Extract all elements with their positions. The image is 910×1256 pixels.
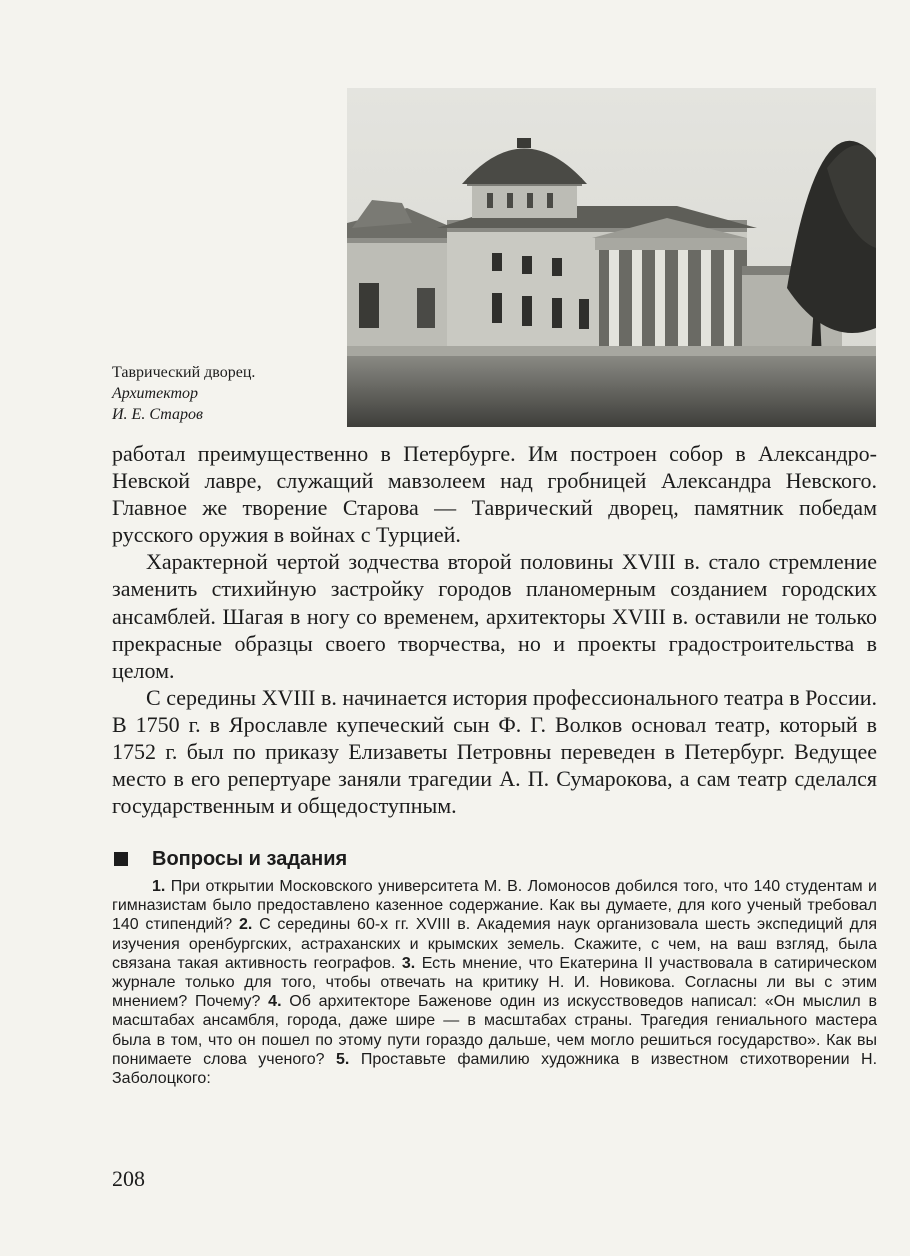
caption-name: И. Е. Старов [112, 406, 203, 423]
section-title: Вопросы и задания [152, 848, 348, 870]
square-bullet-icon [114, 852, 128, 866]
caption-role: Архитектор [112, 385, 199, 402]
paragraph: С середины XVIII в. начинается история профессионального театра в России. В 1750 г. в Ярославле купеческий сын Ф. Г. Волков основал театр, который в 1752 г. был по приказу Елизаветы Петровны переведен в Петербург. Ведущее место в его репертуаре заняли трагедии А. П. Сумарокова, а сам театр сделался государственным и общедоступным. [112, 684, 877, 819]
palace-photo-icon [347, 88, 876, 427]
paragraph: работал преимущественно в Петербурге. Им построен собор в Александро-Невской лавре, служащий мавзолеем над гробницей Александра Невского. Главное же творение Старова — Таврический дворец, памятник победам русского оружия в войнах с Турцией. [112, 441, 877, 548]
question-number: 5. [336, 1050, 350, 1068]
question-text: Об архитекторе Баженове один из искусствоведов написал: «Он мыслил в масштабах ансамбля, города, даже шире — в масштабах страны. Трагедия гениального мастера была в том, что он пошел по этому пути гораздо дальше, чем могло решиться государство». Как вы понимаете слова ученого? [112, 993, 877, 1068]
body-text [112, 440, 877, 819]
question-text: Проставьте фамилию художника в известном стихотворении Н. Заболоцкого: [112, 1050, 878, 1088]
question-number: 1. [152, 878, 166, 895]
paragraph: Характерной чертой зодчества второй половины XVIII в. стало стремление заменить стихийную застройку городов планомерным созданием городских ансамблей. Шагая в ногу со временем, архитекторы XVIII в. оставили не только прекрасные образцы своего творчества, но и проекты градостроительства в целом. [112, 549, 877, 683]
caption-title: Таврический дворец. [112, 364, 256, 381]
question-text: Есть мнение, что Екатерина II участвовала в сатирическом журнале только для того, чтобы отвечать на критику Н. И. Новикова. Согласны ли вы с этим мнением? Почему? [112, 954, 877, 1011]
question-number: 4. [268, 993, 282, 1011]
section-header [112, 845, 877, 873]
palace-photo [347, 88, 876, 427]
photo-caption [112, 362, 332, 425]
question-number: 3. [401, 954, 416, 972]
page-number: 208 [112, 1166, 145, 1191]
question-text: С середины 60-х гг. XVIII в. Академия наук организовала шесть экспедиций для изучения оренбургских, астраханских и крымских земель. Скажите, с чем, на ваш взгляд, была связана такая активность географов. [112, 916, 877, 972]
questions-block [112, 877, 877, 1088]
question-number: 2. [238, 916, 253, 934]
question-text: При открытии Московского университета М. В. Ломоносов добился того, что 140 студентам и гимназистам было предоставлено казенное содержание. Как вы думаете, для кого ученый требовал 140 стипендий? [112, 878, 877, 934]
